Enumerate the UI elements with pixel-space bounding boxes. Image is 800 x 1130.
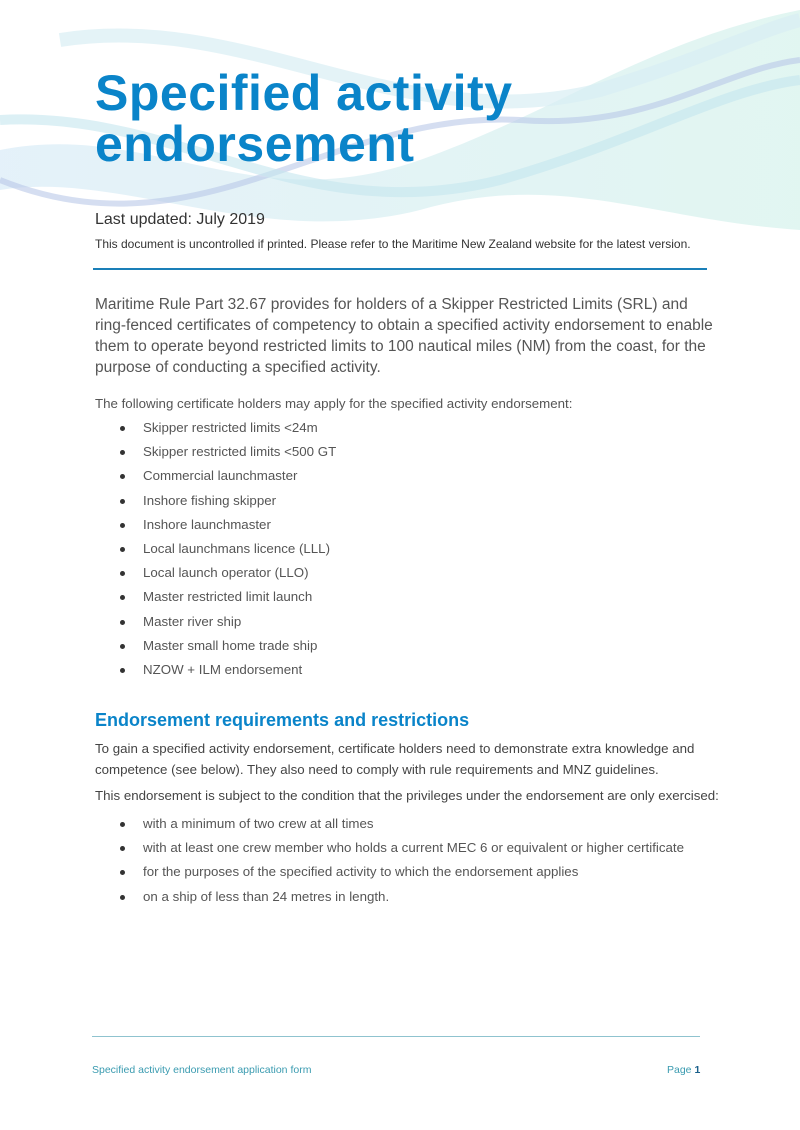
list-item-text: with at least one crew member who holds a current MEC 6 or equivalent or higher certificate [143,840,684,856]
list-item-text: Inshore launchmaster [143,516,271,532]
footer-doc-name: Specified activity endorsement application form [92,1064,312,1076]
bullet-icon [120,895,125,900]
list-item-text: on a ship of less than 24 metres in length. [143,888,390,904]
list-item [143,585,336,609]
conditions-list [143,812,684,909]
bullet-icon [120,499,125,504]
page-title [95,65,513,172]
list-item [143,416,336,440]
disclaimer: This document is uncontrolled if printed. Please refer to the Maritime New Zealand website for the latest version. [95,237,691,251]
list-item [143,634,336,658]
list-item-text: Master restricted limit launch [143,589,313,605]
list-item-text: for the purposes of the specified activity to which the endorsement applies [143,864,579,880]
bullet-icon [120,474,125,479]
list-item [143,489,336,513]
page-label: Page [667,1064,692,1076]
bullet-icon [120,870,125,875]
bullet-icon [120,595,125,600]
list-item-text: Master small home trade ship [143,637,318,653]
list-item-text: with a minimum of two crew at all times [143,816,374,831]
list-item [143,836,684,860]
list-item [143,464,336,488]
bullet-icon [120,450,125,455]
list-item-text: NZOW + ILM endorsement [143,661,303,677]
bullet-icon [120,668,125,673]
list-item [143,537,336,561]
bullet-icon [120,620,125,625]
footer-divider [92,1036,700,1037]
title-line-1: Specified activity [95,65,513,121]
bullet-icon [120,426,125,431]
list-item [143,561,336,585]
footer-page-number [667,1064,700,1076]
list-item-text: Local launchmans licence (LLL) [143,540,331,556]
list-item-text: Inshore fishing skipper [143,492,277,508]
holders-list [143,416,336,682]
list-item [143,610,336,634]
list-item [143,513,336,537]
requirements-paragraph: To gain a specified activity endorsement, certificate holders need to demonstrate extra knowledge and competence (see below). They also need to comply with rule requirements and MNZ guidelines. [95,741,695,777]
list-item-text: Master river ship [143,613,242,629]
intro-paragraph: Maritime Rule Part 32.67 provides for holders of a Skipper Restricted Limits (SRL) and ring-fenced certificates of competency to obtain a specified activity endorsement to enable them to operate beyond restricted limits to 100 nautical miles (NM) from the coast, for the purpose of conducting a specified activity. [95,296,713,376]
list-item-text: Skipper restricted limits <24m [143,420,318,435]
bullet-icon [120,822,125,827]
last-updated: Last updated: July 2019 [95,211,265,228]
bullet-icon [120,846,125,851]
condition-paragraph: This endorsement is subject to the condition that the privileges under the endorsement are only exercised: [95,788,719,803]
holders-lead: The following certificate holders may apply for the specified activity endorsement: [95,396,573,411]
list-item-text: Commercial launchmaster [143,468,298,484]
list-item [143,812,684,836]
header-divider [93,268,707,270]
page-number: 1 [694,1064,701,1076]
list-item [143,440,336,464]
list-item [143,658,336,682]
bullet-icon [120,547,125,552]
list-item [143,860,684,884]
list-item-text: Local launch operator (LLO) [143,565,309,581]
bullet-icon [120,571,125,576]
list-item [143,885,684,909]
list-item-text: Skipper restricted limits <500 GT [143,444,337,460]
title-line-2: endorsement [95,116,415,172]
bullet-icon [120,644,125,649]
bullet-icon [120,523,125,528]
section-heading: Endorsement requirements and restrictions [95,710,470,730]
